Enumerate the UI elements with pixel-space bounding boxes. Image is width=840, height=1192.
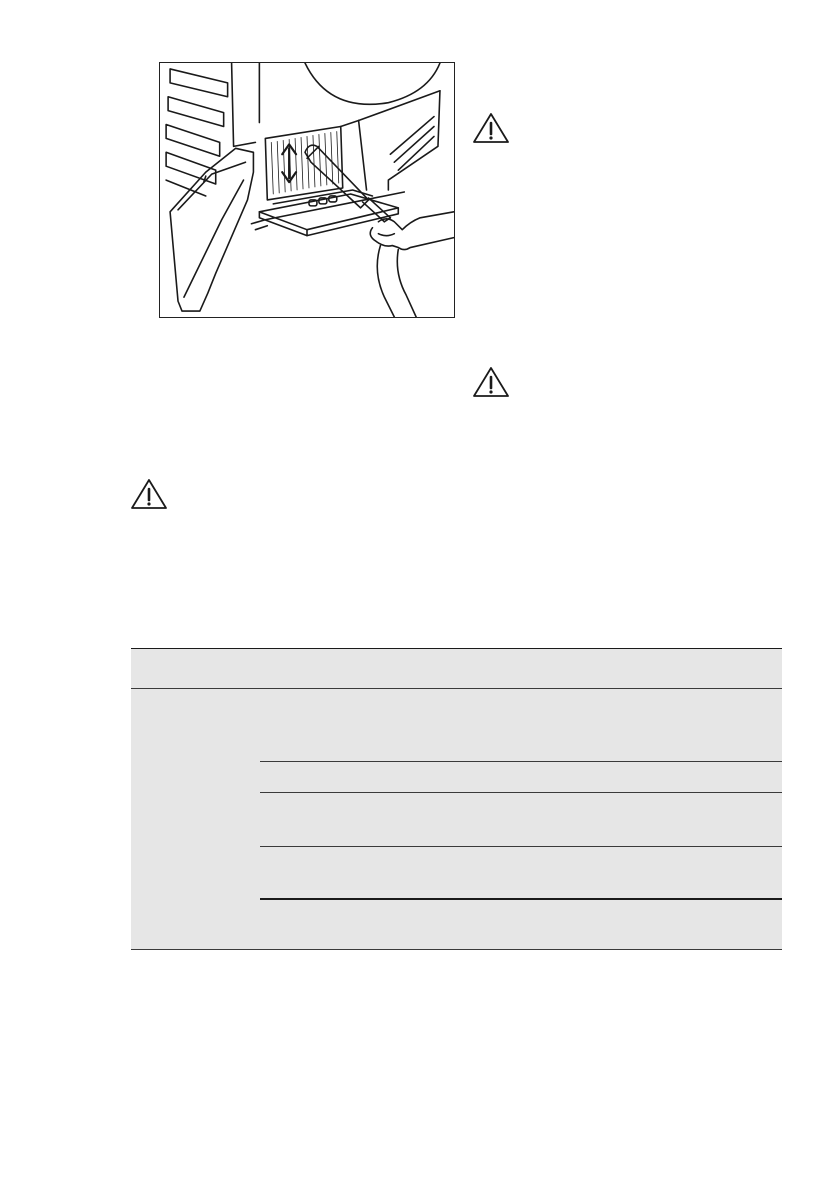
table-row-divider (260, 846, 782, 847)
warning-triangle-icon (130, 478, 168, 510)
table-row-divider (260, 761, 782, 762)
filter-cleaning-drawing (160, 63, 454, 317)
table-top-rule (131, 648, 782, 649)
table-row-divider (260, 792, 782, 793)
table-bottom-rule (131, 949, 782, 950)
filter-cleaning-illustration (159, 62, 455, 318)
warning-triangle-icon (472, 366, 510, 398)
care-table (131, 648, 782, 950)
table-header-rule (131, 688, 782, 689)
warning-triangle-icon (472, 112, 510, 144)
table-row-divider (260, 898, 782, 900)
